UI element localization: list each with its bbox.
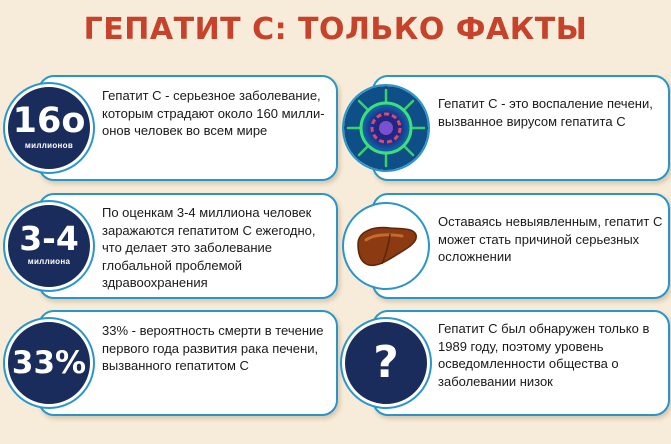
fact-text: Гепатит С - серьезное заболевание, которым страдают около 160 милли-онов человек во всем мире	[102, 88, 325, 138]
page-title: ГЕПАТИТ С: ТОЛЬКО ФАКТЫ	[83, 12, 588, 47]
stat-unit: миллиона	[27, 257, 71, 266]
question-mark-icon	[342, 319, 430, 407]
stat-number: 3-4	[19, 219, 79, 258]
liver-icon	[342, 202, 430, 290]
stat-number: 33%	[11, 345, 87, 381]
virus-icon	[342, 84, 430, 172]
fact-text: Гепатит С - это воспаление печени, вызванное вирусом гепатита С	[438, 96, 653, 129]
fact-text: Оставаясь невыявленным, гепатит С может стать причиной серьезных осложнении	[438, 214, 663, 264]
stat-badge-33-percent	[5, 319, 93, 407]
fact-text: По оценкам 3-4 миллиона человек заражаются гепатитом С ежегодно, что делает это заболевание глобальной проблемой здравоохранения	[102, 205, 316, 290]
stat-unit: миллионов	[24, 141, 74, 150]
stat-number: 16о	[12, 101, 86, 141]
stat-badge-160-million	[5, 84, 93, 172]
stat-badge-3-4-million	[5, 202, 93, 290]
question-glyph: ?	[373, 337, 399, 388]
fact-text: Гепатит С был обнаружен только в 1989 году, поэтому уровень осведомленности общества о заболевании низок	[438, 321, 650, 389]
fact-text: 33% - вероятность смерти в течение первого года развития рака печени, вызванного гепатитом С	[102, 323, 324, 373]
